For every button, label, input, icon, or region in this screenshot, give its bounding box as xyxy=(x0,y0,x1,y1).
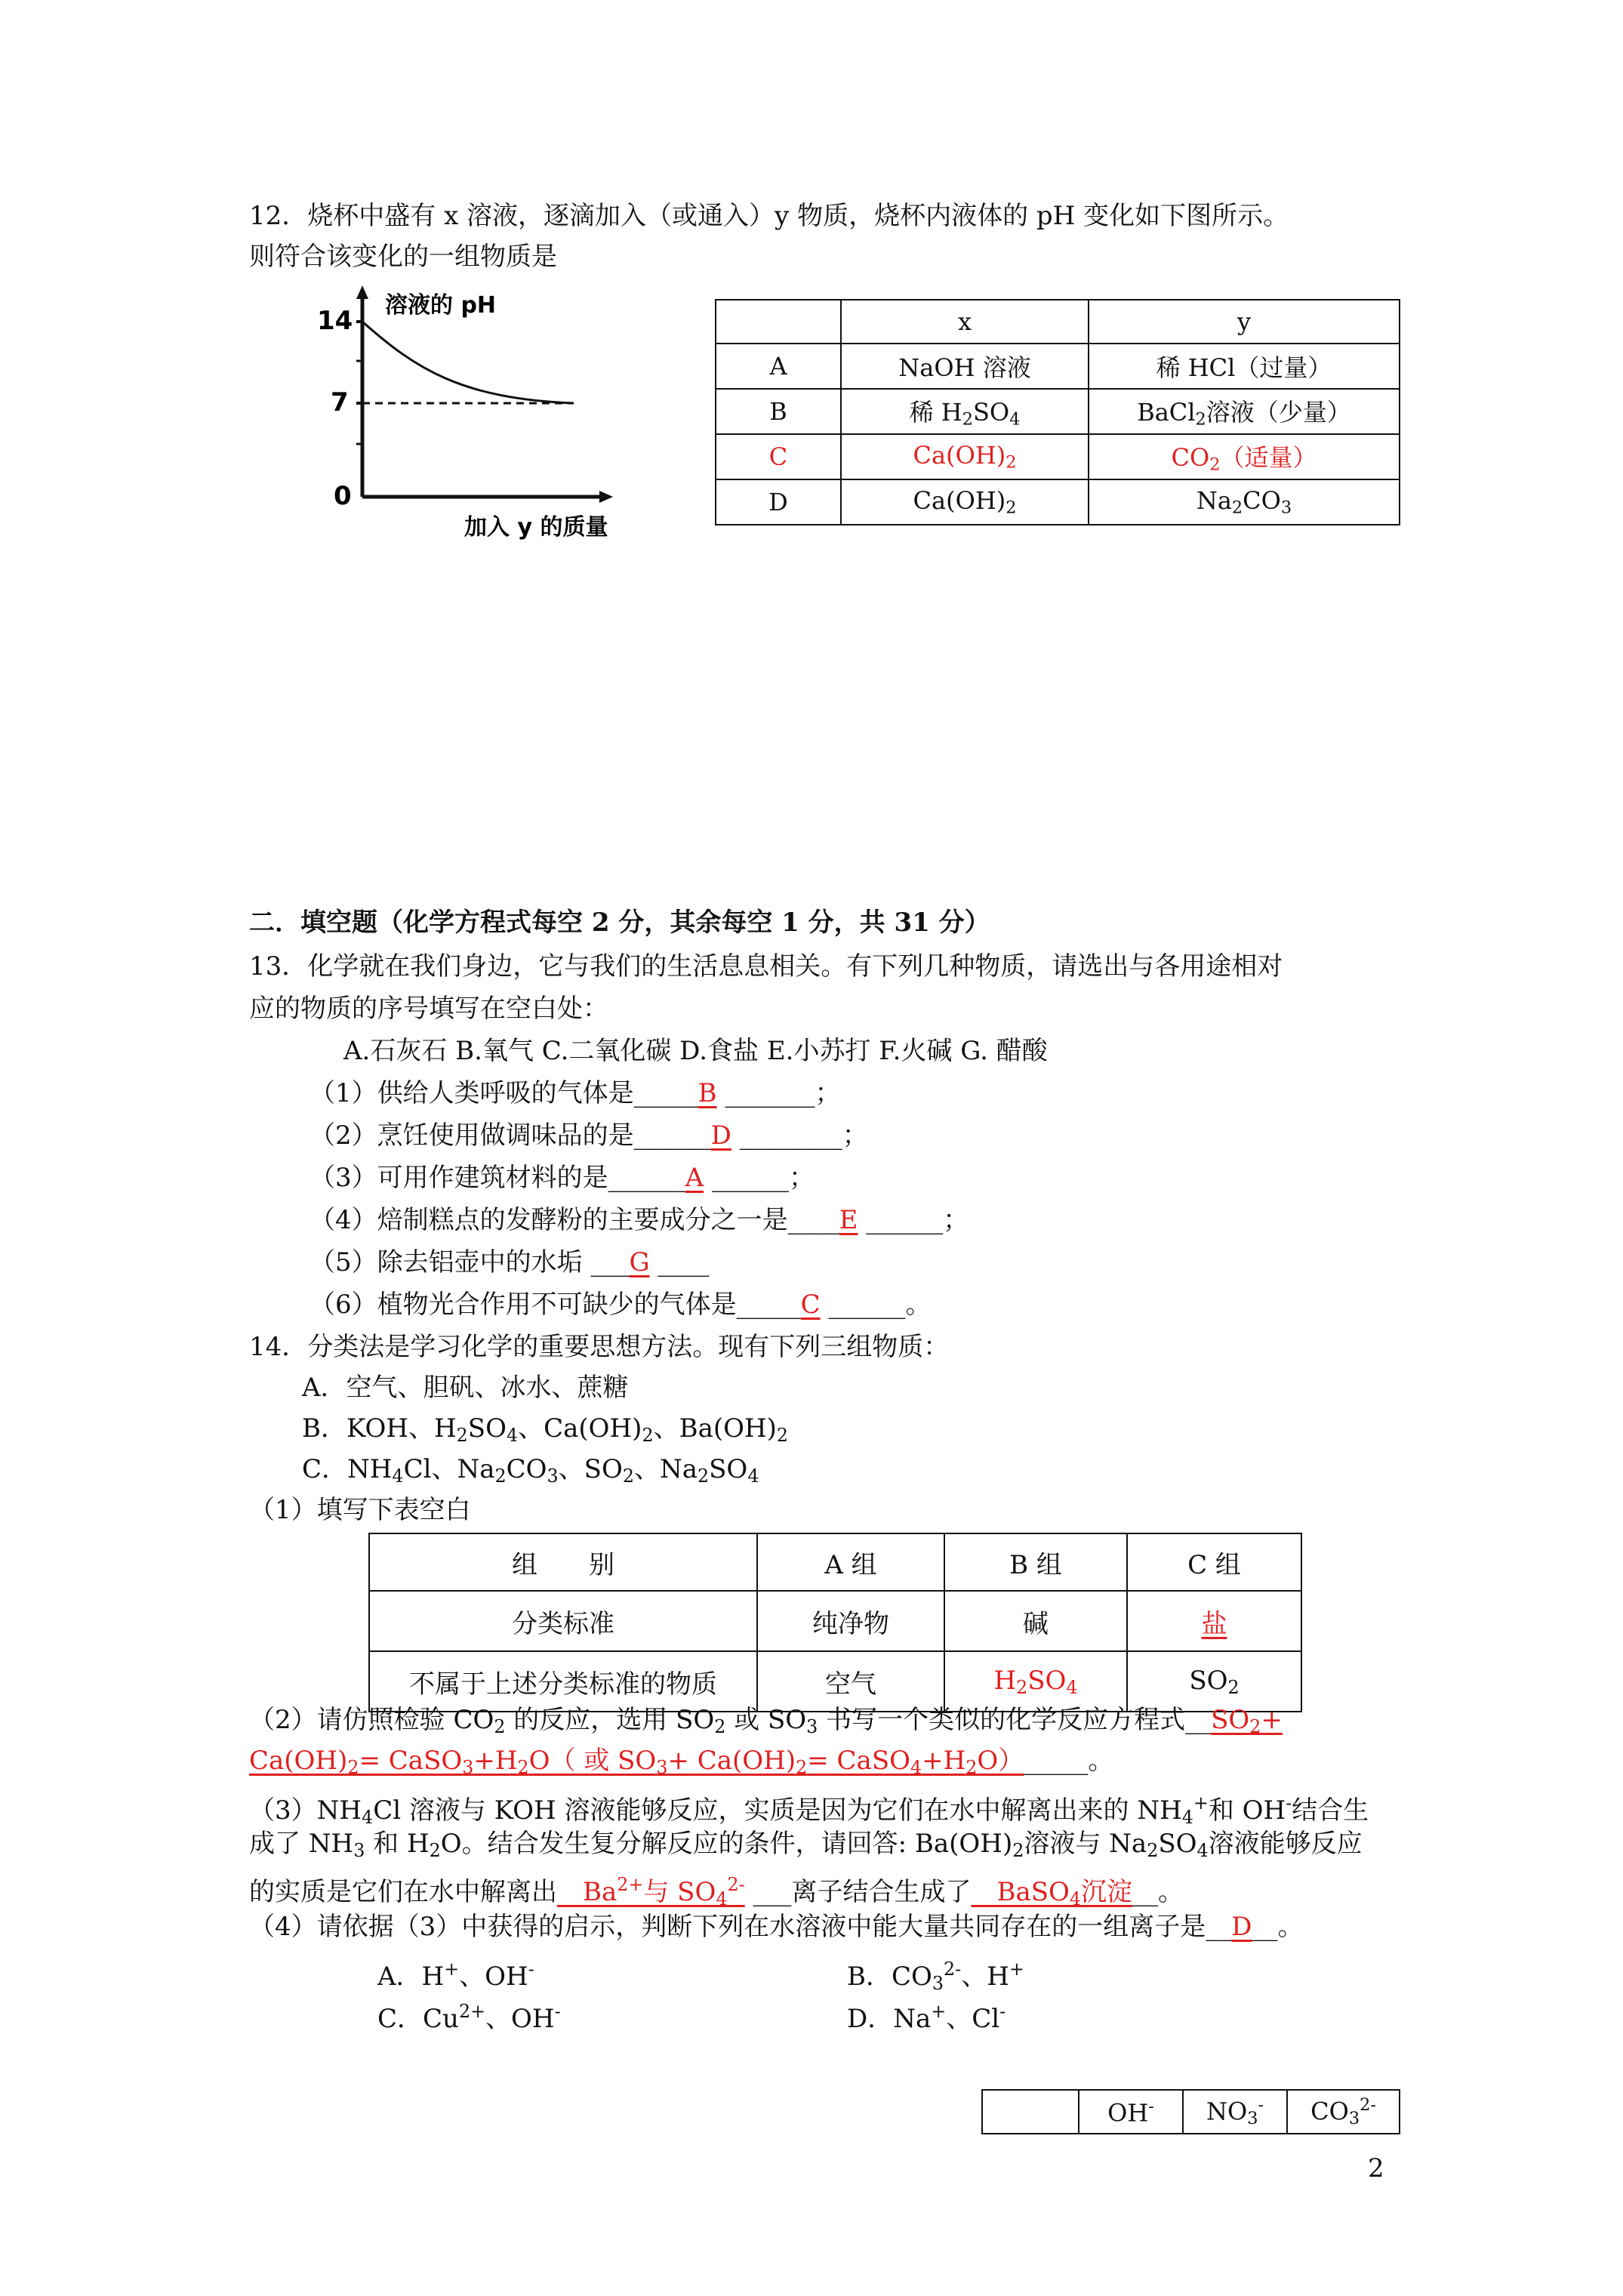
q14-row1-label: 分类标准 xyxy=(369,1591,757,1651)
q14-table xyxy=(368,1533,1302,1712)
q14-sub4-answer: D xyxy=(1231,1912,1252,1942)
q14-sub2-line1: （2）请仿照检验 $CO_2$ 的反应，选用 $SO_2$ 或 $SO_3$ 书写一个类似的化学反应方程式$\_\_SO_2+$ xyxy=(249,1705,1283,1737)
q14-sub3-answer-precipitate: __BaSO$_4$沉淀 xyxy=(971,1877,1133,1910)
q13-item-2: （2）烹饪使用做调味品的是______D ________； xyxy=(310,1120,868,1151)
answer-6: C xyxy=(800,1290,821,1320)
ion-co3: $CO_3^{2-}$ xyxy=(1287,2090,1400,2134)
q14-sub2-answer-part2: $Ca(OH)_2=$ $CaSO_3+H_2O$（ 或 $SO_3+ Ca(OH)_2=$ $CaSO_4+H_2O$） xyxy=(249,1746,1024,1778)
q14-sub3-line1: $(3)NH_4Cl$ 溶液与 KOH 溶液能够反应，实质是因为它们在水中解离出来的 $NH_4^+$和 OH-结合生 xyxy=(249,1792,1369,1829)
q13-item-1: （1）供给人类呼吸的气体是_____B _______； xyxy=(310,1078,841,1108)
q14-row1-b: 碱 xyxy=(944,1591,1127,1651)
ion-table xyxy=(981,2089,1400,2134)
q14-row1-a: 纯净物 xyxy=(757,1591,944,1651)
section2-title: 二．填空题（化学方程式每空 2 分，其余每空 1 分，共 31 分） xyxy=(249,908,990,938)
q14-group-b: B．KOH、$H_2SO_4$、$Ca(OH)_2$、$Ba(OH)_2$ xyxy=(302,1413,789,1446)
graph-ylabel: 溶液的 pH xyxy=(385,292,497,319)
graph-xlabel: 加入 y 的质量 xyxy=(464,514,608,541)
answer-2: D xyxy=(710,1120,731,1151)
q12-b-x: 稀 $H_2SO_4$ xyxy=(841,389,1089,434)
q14-th-a: A 组 xyxy=(757,1533,944,1591)
q12-b-y: BaCl$_2$溶液（少量） xyxy=(1089,389,1400,434)
q14-sub3-answer-ions: $\_\_Ba^{2+}$与 $SO_4^{2-}$ xyxy=(557,1874,745,1910)
q14-sub3-line2: 成了 $NH_3$ 和 $H_2O$。结合发生复分解反应的条件，请回答: $Ba(OH)_2$溶液与 $Na_2SO_4$溶液能够反应 xyxy=(249,1829,1363,1861)
q12-a-x: NaOH 溶液 xyxy=(841,344,1089,389)
ion-oh: OH- xyxy=(1079,2090,1183,2134)
q12-opt-d: D xyxy=(716,479,841,525)
q14-sub2-line2: $Ca(OH)_2=$ $CaSO_3+H_2O$（ 或 $SO_3+ Ca(OH)_2=$ $CaSO_4+H_2O)\_\_\_\_\_$。 xyxy=(249,1746,1114,1778)
q13-item-6: （6）植物光合作用不可缺少的气体是_____C ______。 xyxy=(310,1290,932,1320)
q12-text-line2: 则符合该变化的一组物质是 xyxy=(249,242,557,272)
q12-c-y: $CO_2$（适量） xyxy=(1089,434,1400,479)
q14-row2-label: 不属于上述分类标准的物质 xyxy=(369,1651,757,1712)
q12-opt-b: B xyxy=(716,389,841,434)
answer-3: A xyxy=(685,1163,704,1193)
q12-th-x: x xyxy=(841,300,1089,344)
q12-d-y: $Na_2CO_3$ xyxy=(1089,479,1400,525)
q12-th-y: y xyxy=(1089,300,1400,344)
q14-row1-c: 盐 xyxy=(1127,1591,1301,1651)
page-number: 2 xyxy=(1368,2153,1384,2184)
q12-text-line1: 12．烧杯中盛有 x 溶液，逐滴加入（或通入）y 物质，烧杯内液体的 pH 变化如下图所示。 xyxy=(249,201,1289,231)
ion-table-blank xyxy=(982,2090,1079,2134)
q14-sub4-question: （4）请依据（3）中获得的启示，判断下列在水溶液中能大量共同存在的一组离子是__D__。 xyxy=(249,1912,1304,1942)
q14-th-b: B 组 xyxy=(944,1533,1127,1591)
q13-item-4: （4）焙制糕点的发酵粉的主要成分之一是____E ______； xyxy=(310,1205,969,1235)
q12-c-x: $Ca(OH)_2$ xyxy=(841,434,1089,479)
q13-item-3: （3）可用作建筑材料的是______A ______； xyxy=(310,1163,815,1193)
q12-opt-a: A xyxy=(716,344,841,389)
tick-14: 14 xyxy=(317,306,353,336)
q14-group-c: C．$NH_4Cl$、$Na_2CO_3$、$SO_2$、$Na_2SO_4$ xyxy=(302,1454,759,1487)
ph-graph xyxy=(302,285,634,542)
q13-options: A.石灰石 B.氧气 C.二氧化碳 D.食盐 E.小苏打 F.火碱 G. 醋酸 xyxy=(343,1036,1048,1066)
q14-sub4-option-d: D．Na+、Cl- xyxy=(847,2001,1006,2035)
x-axis-arrow xyxy=(599,491,613,503)
q13-text-line1: 13．化学就在我们身边，它与我们的生活息息相关。有下列几种物质，请选出与各用途相对 xyxy=(249,951,1283,982)
q13-text-line2: 应的物质的序号填写在空白处： xyxy=(249,994,608,1024)
q12-th-blank xyxy=(716,300,841,344)
q14-sub4-option-a: A．H+、OH- xyxy=(377,1959,534,1992)
q12-table xyxy=(715,299,1400,525)
y-axis-arrow xyxy=(356,285,368,299)
q14-row2-c: $SO_2$ xyxy=(1127,1651,1301,1712)
ph-curve xyxy=(362,322,574,403)
q12-opt-c: C xyxy=(716,434,841,479)
q14-sub3-line3: 的实质是它们在水中解离出$\_\_Ba^{2+}$与 $SO_4^{2-}$ ___离子结合生成了__BaSO$_4$沉淀__。 xyxy=(249,1874,1184,1910)
q14-sub4-option-c: C．$Cu^{2+}$、OH- xyxy=(377,2001,561,2035)
answer-5: G xyxy=(629,1247,650,1277)
q14-sub1: （1）填写下表空白 xyxy=(249,1495,471,1525)
q13-item-5: （5）除去铝壶中的水垢 ___G ____ xyxy=(310,1247,710,1277)
q14-sub2-answer-part1: $SO_2+$ xyxy=(1211,1705,1283,1737)
q14-group-a: A．空气、胆矾、冰水、蔗糖 xyxy=(302,1373,629,1403)
q12-d-x: $Ca(OH)_2$ xyxy=(841,479,1089,525)
tick-0: 0 xyxy=(334,481,352,511)
q14-sub4-option-b: B．$CO_3^{2-}$、H+ xyxy=(847,1959,1024,1995)
q12-a-y: 稀 HCl（过量） xyxy=(1089,344,1400,389)
answer-1: B xyxy=(698,1078,717,1108)
q14-row2-a: 空气 xyxy=(757,1651,944,1712)
q14-th-group: 组 别 xyxy=(369,1533,757,1591)
answer-4: E xyxy=(839,1205,858,1235)
tick-7: 7 xyxy=(331,387,349,418)
q14-th-c: C 组 xyxy=(1127,1533,1301,1591)
q14-row2-b: $H_2SO_4$ xyxy=(944,1651,1127,1712)
q14-text-line1: 14．分类法是学习化学的重要思想方法。现有下列三组物质： xyxy=(249,1332,950,1362)
ion-no3: $NO_3^-$ xyxy=(1183,2090,1287,2134)
